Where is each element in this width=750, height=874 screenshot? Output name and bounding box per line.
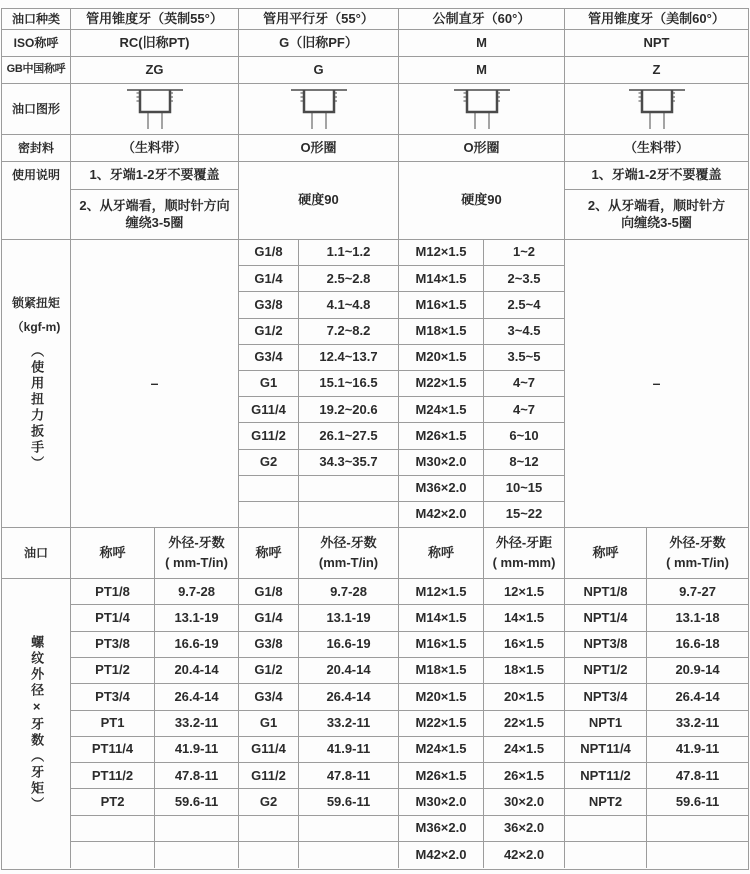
row-label-figure: 油口图形	[2, 84, 71, 135]
threads-label-vertical: 螺纹外径×牙数（牙矩）	[29, 634, 45, 813]
usage-rc-text-b: 缠绕3-5圈	[125, 214, 184, 230]
thread-npt-value: 41.9-11	[647, 737, 748, 763]
thread-m-name: M20×1.5	[399, 684, 484, 710]
thread-g-name: G2	[239, 789, 299, 815]
thread-pt-name: PT2	[71, 789, 155, 815]
thread-pt-name: PT3/4	[71, 684, 155, 710]
thread-pt-value: 41.9-11	[155, 737, 239, 763]
col-kind-npt: 管用锥度牙（美制60°）	[565, 9, 748, 30]
thread-m-name: M42×2.0	[399, 842, 484, 868]
g-spec-title: 外径-牙数	[320, 534, 377, 550]
port-header-label: 油口	[2, 528, 71, 579]
torque-m-name: M42×2.0	[399, 502, 484, 528]
thread-npt-value: 26.4-14	[647, 684, 748, 710]
torque-m-value: 15~22	[484, 502, 565, 528]
thread-g-name: G3/4	[239, 684, 299, 710]
gb-npt: Z	[565, 57, 748, 84]
thread-npt-value: 33.2-11	[647, 711, 748, 737]
torque-m-value: 3~4.5	[484, 319, 565, 345]
thread-g-name	[239, 842, 299, 868]
torque-g-value	[299, 502, 399, 528]
thread-g-value	[299, 842, 399, 868]
torque-g-name: G1/4	[239, 266, 299, 292]
thread-pt-name	[71, 842, 155, 868]
thread-npt-value	[647, 816, 748, 842]
torque-g-value: 34.3~35.7	[299, 450, 399, 476]
row-label-kind: 油口种类	[2, 9, 71, 30]
thread-pt-value: 33.2-11	[155, 711, 239, 737]
torque-label-title: 锁紧扭矩	[11, 295, 60, 310]
torque-g-name: G2	[239, 450, 299, 476]
thread-g-value	[299, 816, 399, 842]
torque-m-name: M12×1.5	[399, 240, 484, 266]
thread-pt-value	[155, 842, 239, 868]
port-header-pt-spec	[155, 528, 239, 579]
torque-m-value: 6~10	[484, 423, 565, 449]
thread-npt-name: NPT1/4	[565, 605, 647, 631]
seal-m: O形圈	[399, 135, 565, 162]
thread-g-value: 41.9-11	[299, 737, 399, 763]
torque-g-value: 4.1~4.8	[299, 292, 399, 318]
pt-spec-unit: ( mm-T/in)	[165, 555, 228, 571]
threads-label	[2, 579, 71, 868]
thread-m-value: 26×1.5	[484, 763, 565, 789]
port-figure-m	[399, 84, 565, 135]
thread-pt-value: 9.7-28	[155, 579, 239, 605]
col-kind-m: 公制直牙（60°）	[399, 9, 565, 30]
thread-g-name: G1	[239, 711, 299, 737]
thread-npt-value: 9.7-27	[647, 579, 748, 605]
torque-m-name: M14×1.5	[399, 266, 484, 292]
torque-g-name: G11/2	[239, 423, 299, 449]
thread-npt-name: NPT3/8	[565, 632, 647, 658]
thread-g-name: G11/4	[239, 737, 299, 763]
thread-g-name: G1/4	[239, 605, 299, 631]
thread-npt-name: NPT1/8	[565, 579, 647, 605]
seal-g: O形圈	[239, 135, 399, 162]
torque-label-unit: （kgf-m)	[11, 319, 61, 334]
thread-g-value: 20.4-14	[299, 658, 399, 684]
thread-g-name: G3/8	[239, 632, 299, 658]
thread-pt-name	[71, 816, 155, 842]
thread-g-name: G1/2	[239, 658, 299, 684]
thread-m-value: 30×2.0	[484, 789, 565, 815]
thread-pt-value: 47.8-11	[155, 763, 239, 789]
usage-rc-line1: 1、牙端1-2牙不要覆盖	[71, 162, 239, 190]
seal-rc: （生料带）	[71, 135, 239, 162]
gb-rc: ZG	[71, 57, 239, 84]
iso-g: G（旧称PF）	[239, 30, 399, 57]
thread-m-name: M36×2.0	[399, 816, 484, 842]
port-cross-section-icon	[450, 86, 514, 132]
torque-m-value: 10~15	[484, 476, 565, 502]
torque-g-name	[239, 476, 299, 502]
port-header-m-name: 称呼	[399, 528, 484, 579]
thread-npt-name: NPT11/4	[565, 737, 647, 763]
torque-m-name: M22×1.5	[399, 371, 484, 397]
seal-npt: （生料带）	[565, 135, 748, 162]
thread-npt-value	[647, 842, 748, 868]
thread-spec-table	[1, 8, 749, 870]
torque-m-value: 4~7	[484, 371, 565, 397]
torque-m-name: M18×1.5	[399, 319, 484, 345]
torque-m-name: M26×1.5	[399, 423, 484, 449]
thread-pt-name: PT1/2	[71, 658, 155, 684]
thread-pt-name: PT1/4	[71, 605, 155, 631]
torque-g-value: 2.5~2.8	[299, 266, 399, 292]
thread-npt-value: 13.1-18	[647, 605, 748, 631]
thread-m-value: 16×1.5	[484, 632, 565, 658]
thread-m-value: 36×2.0	[484, 816, 565, 842]
thread-m-value: 14×1.5	[484, 605, 565, 631]
thread-pt-name: PT3/8	[71, 632, 155, 658]
npt-spec-title: 外径-牙数	[669, 534, 726, 550]
torque-m-value: 3.5~5	[484, 345, 565, 371]
thread-npt-name: NPT3/4	[565, 684, 647, 710]
thread-m-name: M14×1.5	[399, 605, 484, 631]
port-header-pt-name: 称呼	[71, 528, 155, 579]
thread-m-value: 22×1.5	[484, 711, 565, 737]
col-kind-rc: 管用锥度牙（英制55°）	[71, 9, 239, 30]
port-cross-section-icon	[625, 86, 689, 132]
thread-m-name: M22×1.5	[399, 711, 484, 737]
thread-npt-value: 16.6-18	[647, 632, 748, 658]
thread-pt-value: 20.4-14	[155, 658, 239, 684]
port-figure-g	[239, 84, 399, 135]
torque-label	[2, 240, 71, 528]
usage-npt-line2	[565, 190, 748, 240]
m-spec-unit: ( mm-mm)	[492, 555, 556, 571]
thread-g-name: G11/2	[239, 763, 299, 789]
thread-npt-name: NPT1/2	[565, 658, 647, 684]
port-header-g-name: 称呼	[239, 528, 299, 579]
torque-m-value: 8~12	[484, 450, 565, 476]
iso-rc: RC(旧称PT)	[71, 30, 239, 57]
thread-m-name: M12×1.5	[399, 579, 484, 605]
thread-g-value: 47.8-11	[299, 763, 399, 789]
usage-npt-line1: 1、牙端1-2牙不要覆盖	[565, 162, 748, 190]
thread-m-value: 18×1.5	[484, 658, 565, 684]
port-header-npt-spec	[647, 528, 748, 579]
torque-m-value: 2.5~4	[484, 292, 565, 318]
port-figure-npt	[565, 84, 748, 135]
thread-m-name: M24×1.5	[399, 737, 484, 763]
m-spec-title: 外径-牙距	[495, 534, 553, 550]
usage-rc-line2	[71, 190, 239, 240]
thread-pt-value: 59.6-11	[155, 789, 239, 815]
torque-npt-dash: –	[565, 240, 748, 528]
port-header-npt-name: 称呼	[565, 528, 647, 579]
npt-spec-unit: ( mm-T/in)	[666, 555, 729, 571]
thread-g-value: 26.4-14	[299, 684, 399, 710]
thread-m-name: M30×2.0	[399, 789, 484, 815]
port-header-m-spec	[484, 528, 565, 579]
thread-npt-value: 47.8-11	[647, 763, 748, 789]
gb-g: G	[239, 57, 399, 84]
torque-g-name: G1/8	[239, 240, 299, 266]
torque-g-value	[299, 476, 399, 502]
thread-pt-value: 26.4-14	[155, 684, 239, 710]
torque-g-value: 26.1~27.5	[299, 423, 399, 449]
thread-npt-name: NPT11/2	[565, 763, 647, 789]
thread-g-name	[239, 816, 299, 842]
thread-pt-name: PT1/8	[71, 579, 155, 605]
torque-m-value: 2~3.5	[484, 266, 565, 292]
thread-g-value: 9.7-28	[299, 579, 399, 605]
row-label-usage: 使用说明	[2, 162, 71, 240]
torque-m-value: 1~2	[484, 240, 565, 266]
thread-npt-name: NPT1	[565, 711, 647, 737]
torque-g-value: 7.2~8.2	[299, 319, 399, 345]
thread-g-value: 16.6-19	[299, 632, 399, 658]
torque-m-value: 4~7	[484, 397, 565, 423]
port-cross-section-icon	[287, 86, 351, 132]
torque-label-note: （使用扭力扳手）	[29, 343, 45, 472]
torque-g-name: G3/8	[239, 292, 299, 318]
thread-npt-name: NPT2	[565, 789, 647, 815]
thread-g-value: 59.6-11	[299, 789, 399, 815]
gb-m: M	[399, 57, 565, 84]
port-figure-rc	[71, 84, 239, 135]
thread-m-name: M18×1.5	[399, 658, 484, 684]
usage-rc-text-a: 2、从牙端看，顺时针方向	[79, 198, 230, 214]
thread-m-value: 12×1.5	[484, 579, 565, 605]
thread-npt-value: 59.6-11	[647, 789, 748, 815]
table-grid	[2, 9, 748, 869]
torque-g-value: 19.2~20.6	[299, 397, 399, 423]
thread-pt-name: PT11/4	[71, 737, 155, 763]
torque-m-name: M36×2.0	[399, 476, 484, 502]
port-header-g-spec	[299, 528, 399, 579]
torque-rc-dash: –	[71, 240, 239, 528]
torque-g-value: 15.1~16.5	[299, 371, 399, 397]
usage-npt-text-a: 2、从牙端看，顺时针方	[587, 198, 726, 214]
thread-m-value: 42×2.0	[484, 842, 565, 868]
row-label-iso: ISO称呼	[2, 30, 71, 57]
thread-pt-name: PT1	[71, 711, 155, 737]
usage-npt-text-b: 向缠绕3-5圈	[621, 214, 692, 230]
thread-g-value: 13.1-19	[299, 605, 399, 631]
torque-g-name: G11/4	[239, 397, 299, 423]
torque-m-name: M30×2.0	[399, 450, 484, 476]
row-label-seal: 密封料	[2, 135, 71, 162]
thread-g-value: 33.2-11	[299, 711, 399, 737]
thread-m-value: 20×1.5	[484, 684, 565, 710]
torque-m-name: M20×1.5	[399, 345, 484, 371]
thread-pt-value: 13.1-19	[155, 605, 239, 631]
thread-pt-value	[155, 816, 239, 842]
thread-g-name: G1/8	[239, 579, 299, 605]
thread-m-value: 24×1.5	[484, 737, 565, 763]
pt-spec-title: 外径-牙数	[168, 534, 225, 550]
torque-g-name: G1/2	[239, 319, 299, 345]
col-kind-g: 管用平行牙（55°）	[239, 9, 399, 30]
thread-pt-name: PT11/2	[71, 763, 155, 789]
iso-npt: NPT	[565, 30, 748, 57]
torque-g-value: 12.4~13.7	[299, 345, 399, 371]
usage-m-hardness: 硬度90	[399, 162, 565, 240]
thread-npt-name	[565, 842, 647, 868]
thread-npt-value: 20.9-14	[647, 658, 748, 684]
iso-m: M	[399, 30, 565, 57]
thread-npt-name	[565, 816, 647, 842]
thread-m-name: M16×1.5	[399, 632, 484, 658]
thread-m-name: M26×1.5	[399, 763, 484, 789]
torque-g-value: 1.1~1.2	[299, 240, 399, 266]
torque-g-name: G3/4	[239, 345, 299, 371]
row-label-gb: GB中国称呼	[2, 57, 71, 84]
port-cross-section-icon	[123, 86, 187, 132]
g-spec-unit: (mm-T/in)	[318, 555, 379, 571]
usage-g-hardness: 硬度90	[239, 162, 399, 240]
torque-g-name: G1	[239, 371, 299, 397]
thread-pt-value: 16.6-19	[155, 632, 239, 658]
torque-g-name	[239, 502, 299, 528]
torque-m-name: M16×1.5	[399, 292, 484, 318]
torque-m-name: M24×1.5	[399, 397, 484, 423]
